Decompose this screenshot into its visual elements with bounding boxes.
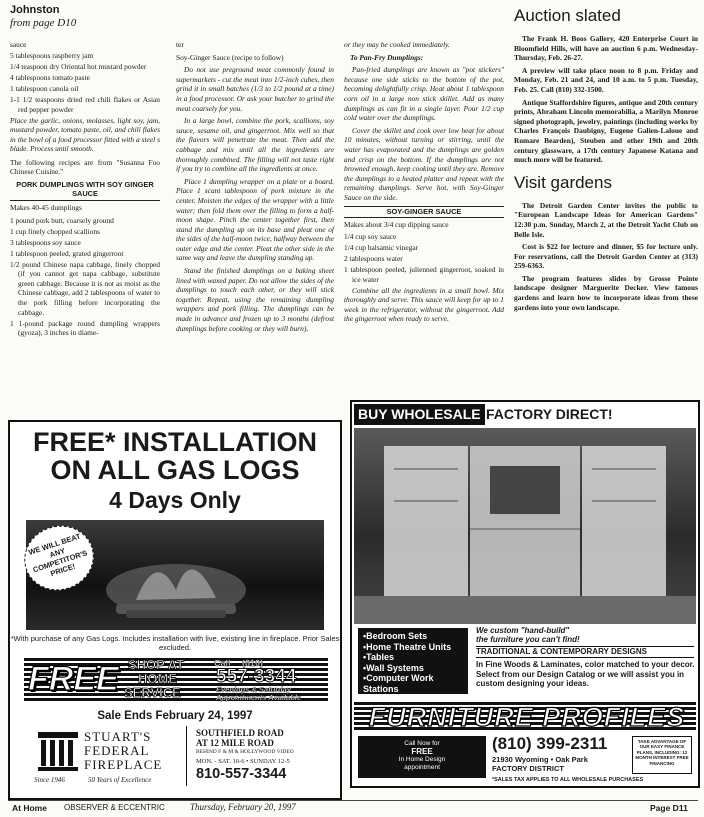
ad-headline-2: ON ALL GAS LOGS xyxy=(50,455,300,485)
store-hours: MON. - SAT. 10-6 • SUNDAY 12-5 xyxy=(196,758,290,765)
ad-headline-a: BUY WHOLESALE xyxy=(354,404,485,425)
shop-line-3: SERVICE xyxy=(124,685,181,700)
method-paragraph: Combine all the ingredients in a small bowl. Mix thoroughly and serve. This sauce will keep for up to 1 week in the refrigerator, without the gingerroot. Add the gingerroot when ready to serve. xyxy=(344,285,504,324)
recipe-title: PORK DUMPLINGS WITH SOY GINGER SAUCE xyxy=(16,180,154,199)
store-phone[interactable]: 810-557-3344 xyxy=(196,766,287,782)
furniture-ad[interactable] xyxy=(350,400,700,788)
address-line-1: SOUTHFIELD ROAD xyxy=(196,728,284,738)
ingredient: 2 tablespoons water xyxy=(344,254,403,264)
recipe-column-3 xyxy=(344,40,504,327)
price-guarantee-badge: WE WILL BEAT ANY COMPETITOR'S PRICE! xyxy=(16,517,102,599)
footer-page: Page D11 xyxy=(650,803,688,813)
ingredient: 1 1-pound package round dumpling wrappers (gyoza), 3 inches in diame- xyxy=(10,318,160,338)
ingredient: 1 tablespoon peeled, julienned gingerroot, soaked in ice water xyxy=(344,265,504,284)
custom-line-1: We custom "hand-build" xyxy=(476,626,570,635)
call-now-line: In Home Design xyxy=(398,756,446,763)
ingredient: 4 tablespoons tomato paste xyxy=(10,72,90,82)
footer-rule xyxy=(8,800,698,801)
address-line-3: BEHIND F & M & HOLLYWOOD VIDEO xyxy=(196,749,294,755)
sauce-title: SOY-GINGER SAUCE xyxy=(386,206,462,216)
phone-big[interactable]: 557-3344 xyxy=(216,666,297,687)
excellence-tagline: 50 Years of Excellence xyxy=(88,776,152,784)
ingredient: 1 pound pork butt, coarsely ground xyxy=(10,215,114,225)
product-item: •Computer Work xyxy=(363,673,434,683)
brand-logo: FURNITURE PROFILES xyxy=(368,702,686,732)
method-paragraph: Cover the skillet and cook over low heat for about 10 minutes, without turning or stirring, until the water has evaporated and the dumplings are golden and crisp on the bottom. If the dumplings are not browned enough, keep cooking until they are. Remove the dumplings to a heated platter and repeat with the remaining dumplings. Serve hot, with Soy-Ginger Sauce on the side. xyxy=(344,125,504,202)
yield: Makes 40-45 dumplings xyxy=(10,203,82,213)
sale-ends: Sale Ends February 24, 1997 xyxy=(97,710,253,722)
ingredient: 1/4 cup balsamic vinegar xyxy=(344,243,419,253)
ad-headline-1: FREE* INSTALLATION xyxy=(33,427,317,457)
finance-box: TAKE ADVANTAGE OF OUR EASY FINANCE PLANS, INCLUDING: 12 MONTH INTEREST FREE FINANCING xyxy=(632,736,692,774)
ingredient: 1-1 1/2 teaspoons dried red chili flakes or Asian red pepper powder xyxy=(10,94,160,114)
call-now-line: appointment xyxy=(404,764,440,771)
divider xyxy=(10,200,160,201)
since-year: Since 1946 xyxy=(34,776,65,784)
woods-text: In Fine Woods & Laminates, color matched to your decor. Select from our Design Catalog or we will assist you in custom designing your ideas. xyxy=(476,660,695,688)
furniture-photo xyxy=(354,428,696,624)
divider xyxy=(186,726,187,786)
evenings-line-1: Evenings & Saturday xyxy=(216,685,292,694)
product-item: Stations xyxy=(363,683,399,694)
shop-line-2: HOME xyxy=(138,671,177,686)
store-address-line-1: 21930 Wyoming • Oak Park xyxy=(492,755,588,764)
ad-fine-print: *With purchase of any Gas Logs. Includes installation with live, existing line in fireplace. Prior Sales excluded. xyxy=(10,634,340,652)
ingredient: 1 tablespoon peeled, grated gingerroot xyxy=(10,248,124,258)
product-item: •Home Theatre Units xyxy=(363,641,452,652)
evenings-line-2: Appointments Available xyxy=(216,693,302,702)
product-list xyxy=(358,628,468,694)
subhead: To Pan-Fry Dumplings: xyxy=(350,52,424,62)
method-paragraph: Do not use preground meat commonly found in supermarkets - cut the meat into 1/2-inch cubes, then grind it in small batches (1/3 to 1/2 pound at a time) in a food processor. Or ask your butcher to grind the meat coarsely for you. xyxy=(176,65,334,113)
product-item: •Tables xyxy=(363,652,394,662)
divider xyxy=(344,217,504,218)
continued-text: ter xyxy=(176,40,184,49)
custom-line-2: the furniture you can't find! xyxy=(476,635,580,644)
gardens-paragraph: The Detroit Garden Center invites the public to "European Landscape Ideas for American Gardens" 12:30 p.m. Sunday, March 2, at the Detroit Yacht Club on Belle Isle. xyxy=(514,200,698,239)
news-briefs-column xyxy=(514,6,698,315)
recipe-column-1 xyxy=(10,40,160,339)
method-paragraph: In a large bowl, combine the pork, scallions, soy sauce, sesame oil, and gingerroot. Mix well so that the flavors will penetrate the meat. Then add the cabbage and mix until all the ingredients are thoroughly combined. The filling will not taste right if you try to combine all the ingredients at once. xyxy=(176,116,334,174)
ingredient: 1/2 pound Chinese napa cabbage, finely chopped (if you cannot get napa cabbage, substitute green cabbage. Because it is not as moist as the Chinese cabbage, add 2 tablespoons of water to the pork filling before incorporating the cabbage. xyxy=(10,259,160,317)
furniture-phone[interactable]: (810) 399-2311 xyxy=(492,734,608,753)
method-paragraph: Place the garlic, onions, molasses, light soy, jam, mustard powder, tomato paste, oil, and chili flakes in the bowl of a food processor fitted with a steel s blade. Process until smooth. xyxy=(10,115,160,154)
fireplace-ad[interactable] xyxy=(8,420,342,800)
call-now-line: Call Now for xyxy=(404,740,440,747)
ad-headline-3: 4 Days Only xyxy=(109,487,241,513)
free-text: FREE xyxy=(28,660,119,698)
ingredients xyxy=(10,216,160,338)
footer-date: Thursday, February 20, 1997 xyxy=(190,802,296,812)
auction-paragraph: Antique Staffordshire figures, antique and 20th century prints, Abraham Lincoln memorabilia, a Marilyn Monroe signed photograph, jewelry, paintings (including works by Charles François Daubigny, Eugene Galien-Laloue and Romare Bearden), Steuben and other 19th and 20th century glassware, a 17th century Japanese Katana and much more will be featured. xyxy=(514,97,698,165)
auction-paragraph: The Frank H. Boos Gallery, 420 Enterprise Court in Bloomfield Hills, will have an auction 6 p.m. Wednesday-Thursday, Feb. 26-27. xyxy=(514,34,698,63)
auction-paragraph: A preview will take place noon to 8 p.m. Friday and Monday, Feb. 21 and 24, and 10 a.m. to 5 p.m. Tuesday, Feb. 25. Call (810) 332-1500. xyxy=(514,65,698,94)
ingredient: 1/4 teaspoon dry Oriental hot mustard powder xyxy=(10,61,147,71)
ingredient: 1 tablespoon canola oil xyxy=(10,83,79,93)
call-label: Call xyxy=(214,658,231,668)
byline-name: Johnston xyxy=(10,4,60,16)
shop-line-1: SHOP AT xyxy=(128,657,185,672)
gardens-paragraph: Cost is $22 for lecture and dinner, $5 for lecture only. For reservations, call the Detroit Garden Center at (313) 259-6363. xyxy=(514,242,698,271)
byline-from: from page D10 xyxy=(10,17,77,29)
phone-area-code: (810) xyxy=(242,658,264,668)
store-address-line-2: FACTORY DISTRICT xyxy=(492,764,564,773)
ingredient: sauce xyxy=(10,40,27,49)
brand-line-3: FIREPLACE xyxy=(84,757,163,772)
product-item: •Bedroom Sets xyxy=(363,631,428,641)
method-paragraph: Pan-fried dumplings are known as "pot stickers" because one side sticks to the bottom of the pot, becoming delightfully crisp. Heat about 1 tablespoon corn oil in a large non stick skillet. Add as many dumplings as can fit in a single layer. Pour 1/2 cup cold water over the dumplings. xyxy=(344,65,504,123)
recipe-source: The following recipes are from "Susanna Foo Chinese Cuisine." xyxy=(10,157,160,177)
yield: Makes about 3/4 cup dipping sauce xyxy=(344,219,449,229)
ingredient: Soy-Ginger Sauce (recipe to follow) xyxy=(176,52,284,62)
auction-headline: Auction slated xyxy=(514,6,621,25)
footer-section: At Home xyxy=(12,803,47,813)
ingredients xyxy=(344,232,504,284)
wall-unit-illustration xyxy=(354,428,696,624)
continued-text: or they may be cooked immediately. xyxy=(344,40,450,49)
ingredient: 3 tablespoons soy sauce xyxy=(10,237,81,247)
call-now-box[interactable] xyxy=(358,736,486,778)
brand-line-1: STUART'S xyxy=(84,729,152,744)
footer-paper: OBSERVER & ECCENTRIC xyxy=(64,803,165,812)
recipe-column-2 xyxy=(176,40,334,336)
gardens-headline: Visit gardens xyxy=(514,172,612,192)
ingredients-top xyxy=(10,40,160,114)
designs-line: TRADITIONAL & CONTEMPORARY DESIGNS xyxy=(476,646,694,658)
ingredient: 1 cup finely chopped scallions xyxy=(10,226,100,236)
method-paragraph: Stand the finished dumplings on a baking sheet lined with waxed paper. Do not allow the sides of the dumplings to touch each other, or they will stick together. Repeat, using the remaining dumpling wrappers and pork filling. The dumplings can be made in advance and frozen up to 3 months (defrost dumplings before cooking or they will burn), xyxy=(176,266,334,333)
ingredient: 1/4 cup soy sauce xyxy=(344,232,397,242)
gardens-paragraph: The program features slides by Grosse Pointe landscape designer Marguerite Decker. View famous gardens and learn how to incorporate ideas from these gardens into your own landscape. xyxy=(514,273,698,312)
call-now-line: FREE xyxy=(411,747,433,756)
ad-headline-b: FACTORY DIRECT! xyxy=(486,406,613,422)
method-paragraph: Place 1 dumpling wrapper on a plate or a board. Place 1 scant tablespoon of pork mixture in the center. Moisten the edges of the wrapper with a little water; then fold them over the filling to form a half-moon shape. Pinch the center together first, then stand the dumpling up on its base and pleat one of the sides of the half-moon twice, halfway between the outer edge and the center. Pleat the other side in the same way and leave the dumpling standing up. xyxy=(176,176,334,263)
address-line-2: AT 12 MILE ROAD xyxy=(196,738,274,748)
brand-line-2: FEDERAL xyxy=(84,743,150,758)
columns-logo-icon xyxy=(36,730,80,772)
ingredient: 5 tablespoons raspberry jam xyxy=(10,50,94,60)
product-item: •Wall Systems xyxy=(363,662,424,673)
tax-note: *SALES TAX APPLIES TO ALL WHOLESALE PURCHASES xyxy=(492,777,644,783)
